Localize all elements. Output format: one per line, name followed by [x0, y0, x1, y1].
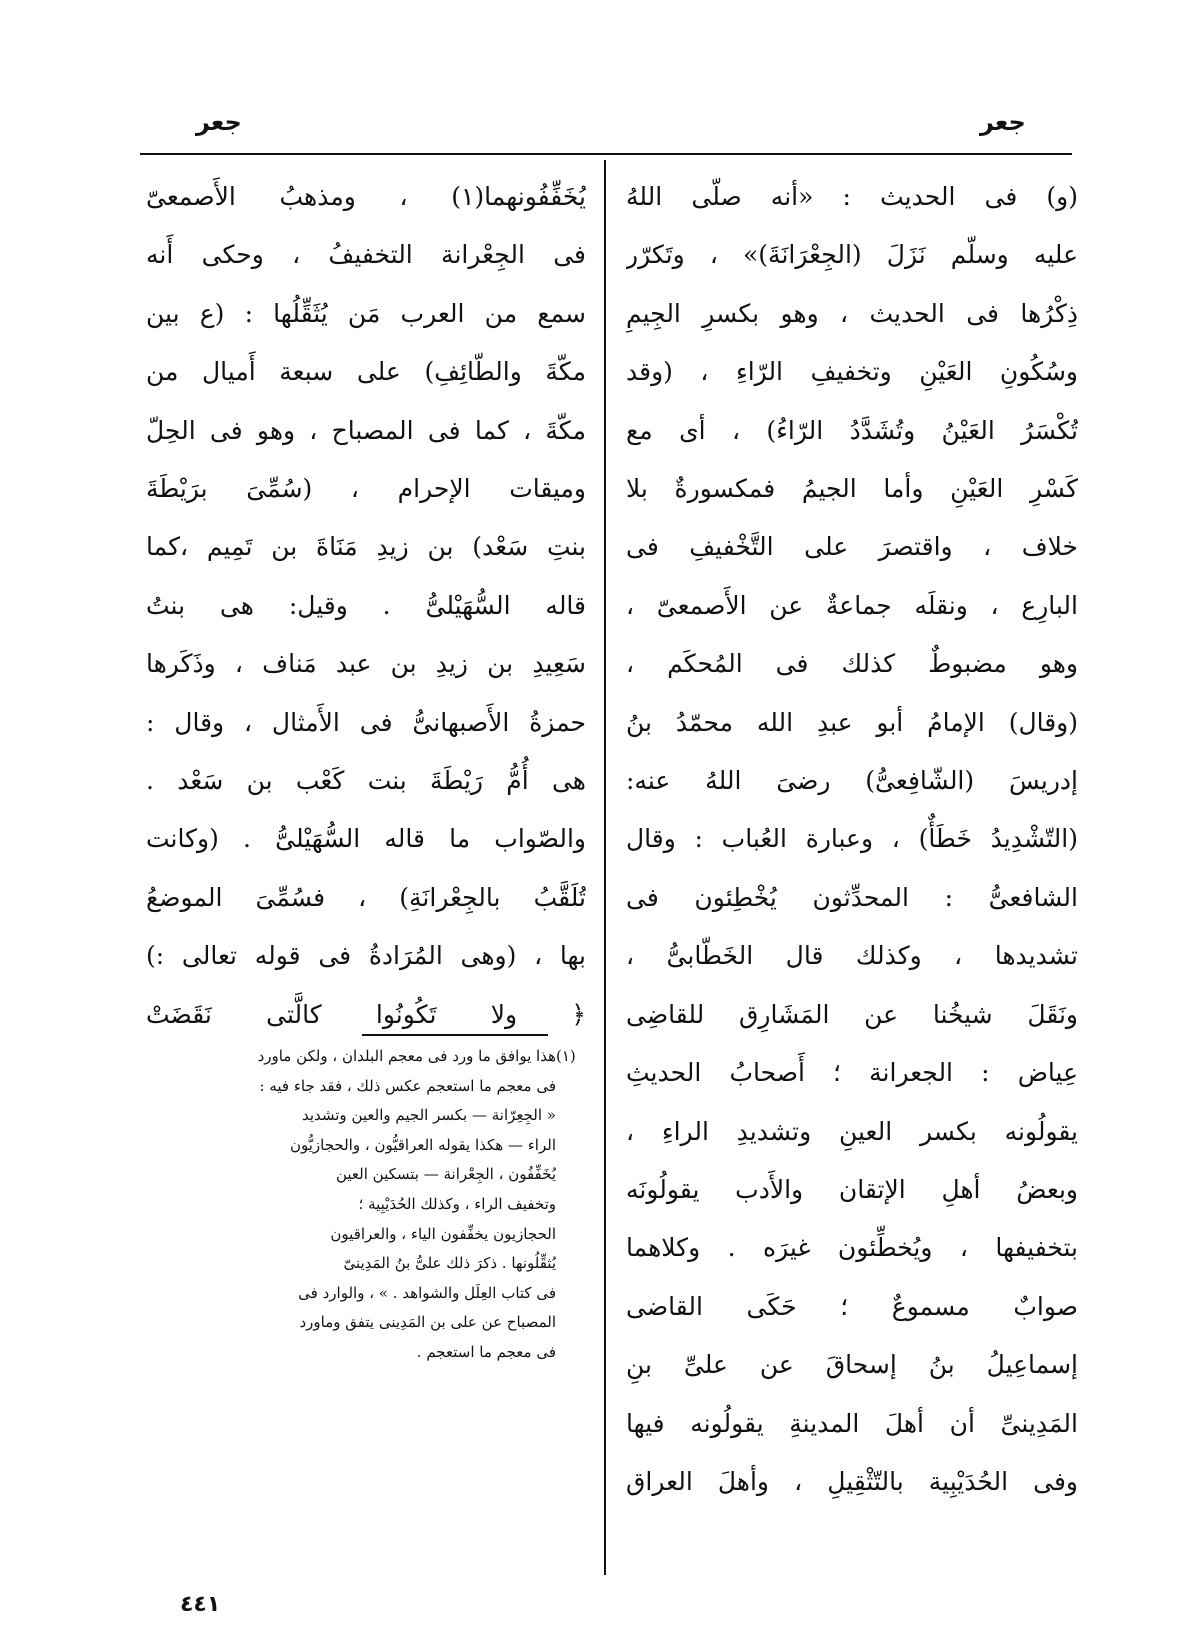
text-line: عِياض : الجعرانة ؛ أَصحابُ الحديثِ [626, 1058, 1078, 1088]
text-line: حمزةُ الأَصبهانىُّ فى الأَمثال ، وقال : [146, 707, 586, 737]
text-line: وهو مضبوطٌ كذلك فى المُحكَم ، [626, 649, 1078, 679]
footnote-line: « الجِعِرّانة — بكسر الجيم والعين وتشديد [301, 1106, 556, 1125]
text-line: خلاف ، واقتصرَ على التَّخْفيفِ فى [626, 532, 1078, 562]
text-line: بتخفيفها ، ويُخطِّئون غيرَه . وكلاهما [626, 1233, 1078, 1263]
text-line: إسماعِيلُ بنُ إسحاقَ عن علىِّ بنِ [626, 1350, 1078, 1380]
text-line: تُكْسَرُ العَيْنُ وتُشَدَّدُ الرّاءُ) ، أى مع [626, 415, 1078, 445]
footnote-rule [362, 1034, 548, 1036]
text-line: عليه وسلّم نَزَلَ (الجِعْرَانَةَ)» ، وتَكرّر [626, 240, 1078, 270]
text-line: والصّواب ما قاله السُّهَيْلىُّ . (وكانت [146, 824, 586, 854]
footnote-line: الراء — هكذا يقوله العراقيُّون ، والحجازيُّون [289, 1135, 556, 1154]
text-line: وميقات الإحرام ، (سُمِّىَ برَيْطَةَ [146, 474, 586, 504]
text-line: (وقال) الإمامُ أبو عبدِ الله محمّدُ بنُ [626, 707, 1078, 737]
header-rule [140, 153, 1072, 155]
text-line: يقولُونه بكسر العينِ وتشديدِ الراءِ ، [626, 1116, 1078, 1146]
text-line: ﴿ ولا تَكُونُوا كالَّتى نَقَضَتْ [146, 999, 586, 1029]
text-line: المَدِينىِّ أن أهلَ المدينةِ يقولُونه فيها [626, 1408, 1078, 1438]
text-line: سَعِيدِ بن زيدِ بن عبد مَناف ، وذَكَرها [146, 649, 586, 679]
text-line: سمع من العرب مَن يُثَقِّلُها : (ع بين [146, 298, 586, 328]
text-line: البارِع ، ونقلَه جماعةٌ عن الأَصمعىّ ، [626, 590, 1078, 620]
text-line: تُلَقَّبُ بالجِعْرانَةِ) ، فسُمِّىَ الموضعُ [146, 882, 586, 912]
text-line: إدريسَ (الشّافِعىُّ) رضىَ اللهُ عنه: [626, 766, 1078, 796]
footnote-line: يُخَفِّفُون ، الجِعْرانة — بتسكين العين [335, 1165, 556, 1184]
text-line: هى أُمُّ رَيْطَةَ بنت كَعْب بن سَعْد . [146, 766, 586, 796]
text-line: بها ، (وهى المُرَادةُ فى قوله تعالى :) [146, 941, 586, 971]
column-divider [604, 160, 606, 1575]
text-line: يُخَفِّفُونهما(١) ، ومذهبُ الأَصمعىّ [146, 182, 586, 211]
running-head-right: جعر [980, 108, 1026, 136]
text-line: تشديدها ، وكذلك قال الخَطّابىُّ ، [626, 941, 1078, 971]
footnote-line: فى معجم ما استعجم . [416, 1342, 556, 1361]
page-number: ٤٤١ [180, 1592, 221, 1617]
footnote-line: الحجازيون يخفِّفون الياء ، والعراقيون [330, 1224, 556, 1243]
left-column [146, 168, 586, 1044]
text-line: وفى الحُدَيْبِية بالتّثْقِيلِ ، وأهلَ العراق [626, 1466, 1078, 1496]
text-line: الشافعىُّ : المحدِّثون يُخْطِئون فى [626, 882, 1078, 912]
text-line: بنتِ سَعْد) بن زيدِ مَنَاةَ بن تَمِيم ،كما [146, 532, 586, 562]
text-line: وسُكُونِ العَيْنِ وتخفيفِ الرّاءِ ، (وقد [626, 357, 1078, 387]
text-line: مكّةَ والطّائِفِ) على سبعة أَميال من [146, 357, 586, 387]
text-line: (التّشْدِيدُ خَطَأٌ) ، وعبارة العُباب : وقال [626, 824, 1078, 854]
text-line: مكّةَ ، كما فى المصباح ، وهو فى الحِلّ [146, 415, 586, 445]
footnote-line: فى معجم ما استعجم عكس ذلك ، فقد جاء فيه : [259, 1076, 556, 1095]
text-line: (و) فى الحديث : «أنه صلّى اللهُ [626, 182, 1078, 211]
footnote-line: هذا يوافق ما ورد فى معجم البلدان ، ولكن ماورد [257, 1047, 556, 1065]
text-line: قاله السُّهَيْلىُّ . وقيل: هى بنتُ [146, 590, 586, 620]
footnote-line: المصباح عن على بن المَدِينى يتفق وماورد [299, 1313, 556, 1332]
footnote-line: يُثقِّلُونها . ذكرَ ذلك علىُّ بنُ المَدِينىّ [343, 1254, 556, 1273]
footnote [146, 1042, 556, 1368]
running-head-left: جعر [196, 108, 242, 136]
footnote-line: وتخفيف الراء ، وكذلك الحُدَيْبِية ؛ [358, 1194, 556, 1213]
text-line: ونَقَلَ شيخُنا عن المَشَارِق للقاضِى [626, 999, 1078, 1029]
text-line: ذِكْرُها فى الحديث ، وهو بكسرِ الجِيمِ [626, 298, 1078, 328]
right-column [626, 168, 1078, 1511]
text-line: كَسْرِ العَيْنِ وأما الجيمُ فمكسورةٌ بلا [626, 474, 1078, 504]
text-line: فى الجِعْرانة التخفيفُ ، وحكى أَنه [146, 240, 586, 270]
footnote-number: (١) [556, 1047, 576, 1065]
footnote-line: فى كتاب العِلَل والشواهد . » ، والوارد فى [298, 1283, 556, 1302]
text-line: صوابٌ مسموعٌ ؛ حَكَى القاضى [626, 1291, 1078, 1321]
text-line: وبعضُ أهلِ الإتقان والأَدب يقولُونَه [626, 1174, 1078, 1204]
